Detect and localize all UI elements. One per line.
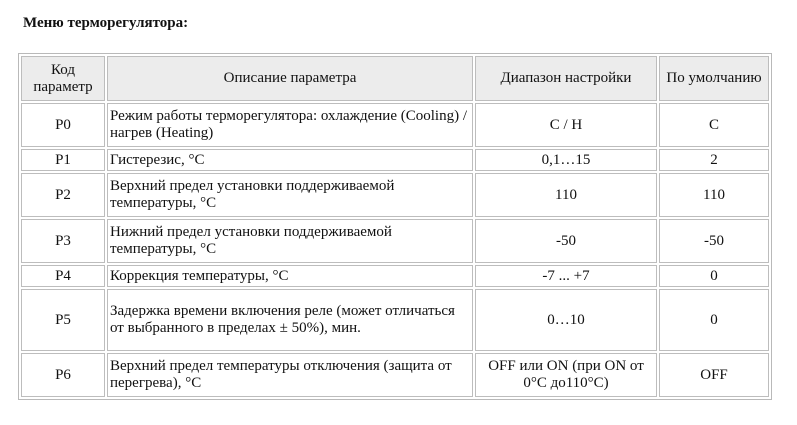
param-range: 0…10 [475, 289, 657, 351]
param-code: P1 [21, 149, 105, 171]
param-range: -7 ... +7 [475, 265, 657, 287]
param-default: C [659, 103, 769, 147]
param-default: 0 [659, 289, 769, 351]
param-range: 110 [475, 173, 657, 217]
parameters-table-container [18, 53, 772, 400]
header-code: Код параметр [21, 56, 105, 101]
table-row [21, 265, 769, 287]
header-default: По умолчанию [659, 56, 769, 101]
table-row [21, 219, 769, 263]
param-code: P0 [21, 103, 105, 147]
table-row [21, 353, 769, 397]
param-description: Задержка времени включения реле (может отличаться от выбранного в пределах ± 50%), мин. [107, 289, 473, 351]
param-default: 2 [659, 149, 769, 171]
param-description: Режим работы терморегулятора: охлаждение (Cooling) / нагрев (Heating) [107, 103, 473, 147]
param-range: 0,1…15 [475, 149, 657, 171]
table-row [21, 289, 769, 351]
param-range: -50 [475, 219, 657, 263]
param-code: P3 [21, 219, 105, 263]
param-description: Коррекция температуры, °C [107, 265, 473, 287]
table-row [21, 173, 769, 217]
header-range: Диапазон настройки [475, 56, 657, 101]
param-range: OFF или ON (при ON от 0°C до110°C) [475, 353, 657, 397]
param-code: P5 [21, 289, 105, 351]
param-description: Верхний предел температуры отключения (защита от перегрева), °C [107, 353, 473, 397]
param-description: Верхний предел установки поддерживаемой температуры, °C [107, 173, 473, 217]
param-code: P4 [21, 265, 105, 287]
param-code: P2 [21, 173, 105, 217]
header-description: Описание параметра [107, 56, 473, 101]
param-default: 110 [659, 173, 769, 217]
page-title: Меню терморегулятора: [23, 15, 189, 31]
param-description: Гистерезис, °C [107, 149, 473, 171]
parameters-table [18, 53, 772, 400]
param-default: 0 [659, 265, 769, 287]
param-default: OFF [659, 353, 769, 397]
param-default: -50 [659, 219, 769, 263]
table-row [21, 149, 769, 171]
param-code: P6 [21, 353, 105, 397]
table-header-row [21, 56, 769, 101]
param-range: C / H [475, 103, 657, 147]
table-row [21, 103, 769, 147]
param-description: Нижний предел установки поддерживаемой температуры, °C [107, 219, 473, 263]
